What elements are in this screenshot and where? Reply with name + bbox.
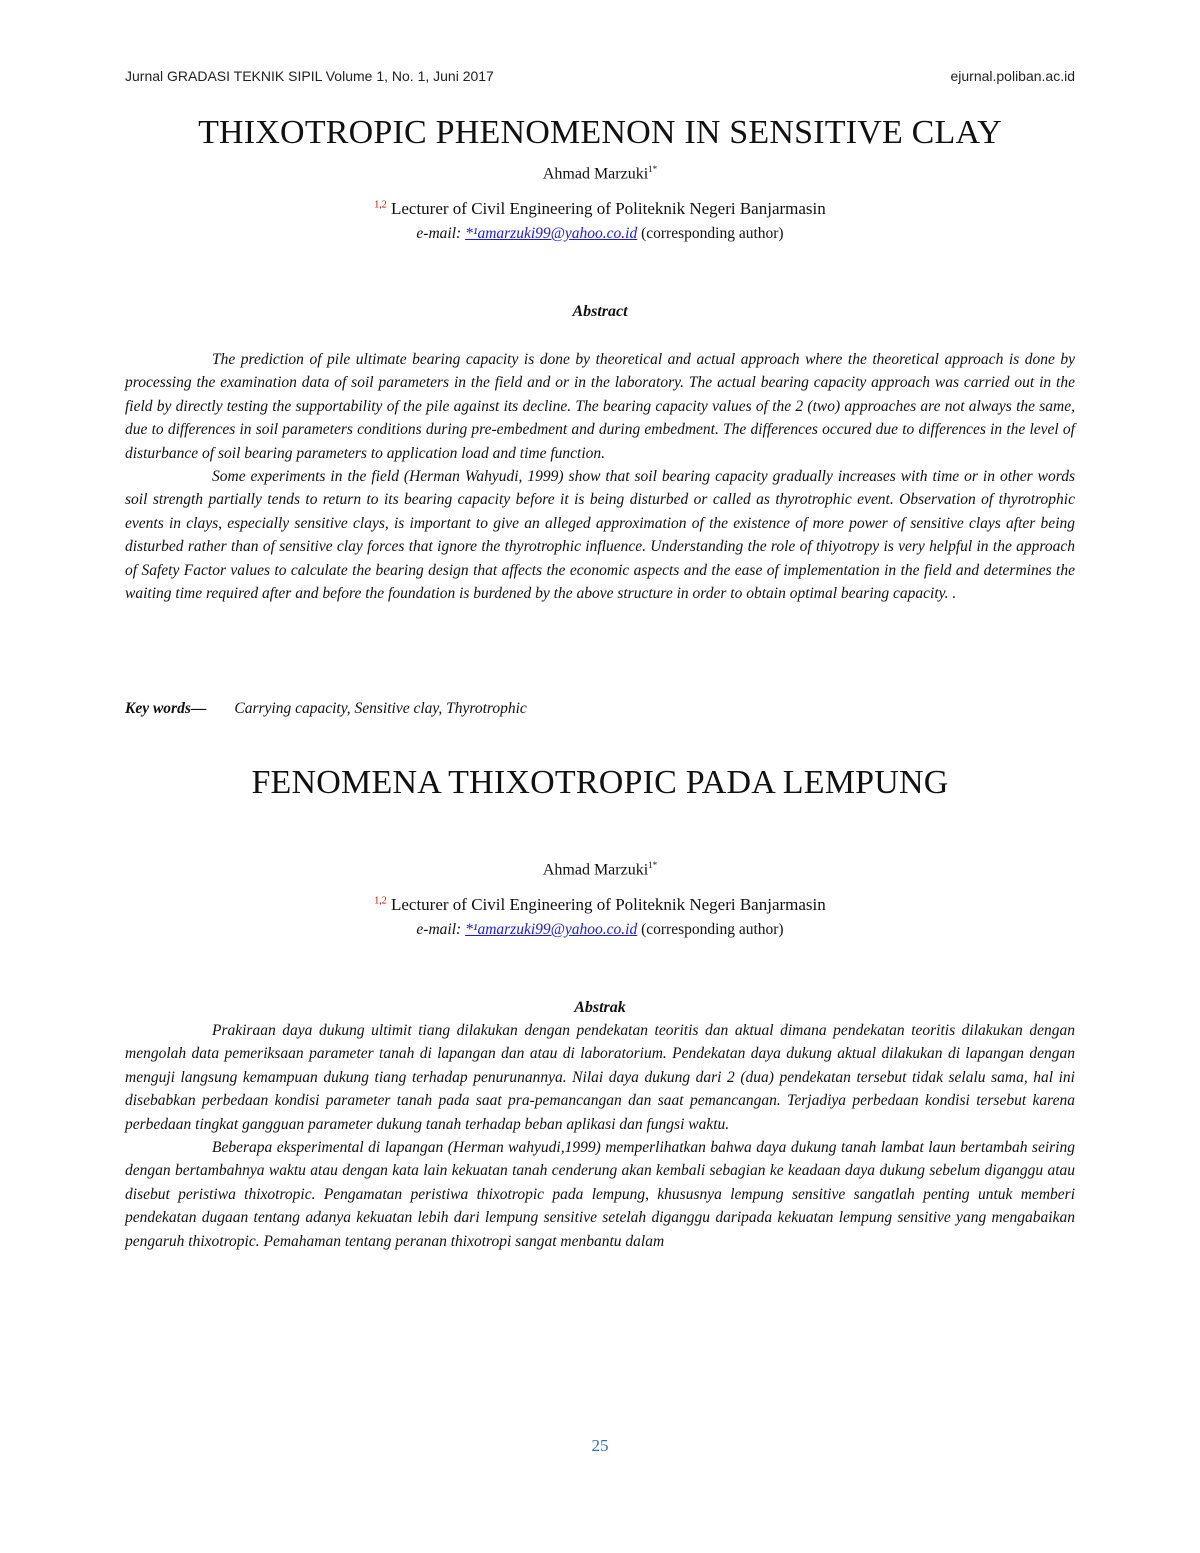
- author-english: [0, 164, 1200, 183]
- affiliation-text: Lecturer of Civil Engineering of Politeknik Negeri Banjarmasin: [390, 199, 826, 218]
- affiliation-indonesian: [0, 895, 1200, 915]
- journal-citation: Jurnal GRADASI TEKNIK SIPIL Volume 1, No. 1, Juni 2017: [125, 68, 494, 84]
- email-note: (corresponding author): [637, 921, 784, 938]
- email-label: e-mail:: [416, 225, 466, 242]
- abstract-indonesian: [125, 1019, 1075, 1253]
- author-indonesian: [0, 860, 1200, 879]
- abstract-english: [125, 348, 1075, 605]
- abstract-paragraph: The prediction of pile ultimate bearing capacity is done by theoretical and actual approach where the theoretical approach is done by processing the examination data of soil parameters in the field and or in the laboratory. The actual bearing capacity approach was carried out in the field by directly testing the supportability of the pile against its decline. The bearing capacity values of the 2 (two) approaches are not always the same, due to differences in soil parameters conditions during pre-embedment and during embedment. The differences occured due to differences in the level of disturbance of soil bearing parameters to application load and time function.: [125, 351, 1075, 462]
- keywords: [125, 700, 1075, 718]
- email-label: e-mail:: [416, 921, 466, 938]
- abstract-paragraph: Beberapa eksperimental di lapangan (Herman wahyudi,1999) memperlihatkan bahwa daya dukung tanah lambat laun bertambah seiring dengan bertambahnya waktu atau dengan kata lain kekuatan tanah cenderung akan kembali sebagian ke keadaan daya dukung sebelum diganggu atau disebut peristiwa thixotropic. Pengamatan peristiwa thixotropic pada lempung, khususnya lempung sensitive sangatlah penting untuk memberi pendekatan dugaan tentang adanya kekuatan lebih dari lempung sensitive setelah diganggu daripada kekuatan lempung sensitive yang mengabaikan pengaruh thixotropic. Pemahaman tentang peranan thixotropi sangat menbantu dalam: [125, 1139, 1075, 1250]
- author-superscript: 1*: [648, 164, 658, 174]
- paper-title-english: THIXOTROPIC PHENOMENON IN SENSITIVE CLAY: [198, 114, 1002, 151]
- journal-website: ejurnal.poliban.ac.id: [950, 68, 1075, 84]
- email-note: (corresponding author): [637, 225, 784, 242]
- running-header: [125, 68, 1075, 84]
- affiliation-english: [0, 199, 1200, 219]
- email-line-indonesian: [0, 921, 1200, 939]
- email-line-english: [0, 225, 1200, 243]
- abstract-paragraph: Prakiraan daya dukung ultimit tiang dilakukan dengan pendekatan teoritis dan aktual dimana pendekatan teoritis dilakukan dengan mengolah data pemeriksaan parameter tanah di lapangan dan atau di laboratorium. Pendekatan daya dukung aktual dilakukan di lapangan dengan menguji langsung kemampuan dukung tiang terhadap penurunannya. Nilai daya dukung dari 2 (dua) pendekatan tersebut tidak selalu sama, hal ini disebabkan perbedaan kondisi parameter tanah pada saat pra-pemancangan dan saat pemancangan. Terjadiya perbedaan kondisi tersebut karena perbedaan tingkat gangguan parameter dukung tanah terhadap beban aplikasi dan fungsi waktu.: [125, 1022, 1075, 1133]
- author-name: Ahmad Marzuki: [542, 165, 649, 183]
- affiliation-text: Lecturer of Civil Engineering of Politeknik Negeri Banjarmasin: [390, 895, 826, 914]
- author-name: Ahmad Marzuki: [542, 861, 649, 879]
- abstract-paragraph: Some experiments in the field (Herman Wahyudi, 1999) show that soil bearing capacity gradually increases with time or in other words soil strength partially tends to return to its bearing capacity before it is being disturbed or called as thyrotrophic event. Observation of thyrotrophic events in clays, especially sensitive clays, is important to give an alleged approximation of the existence of more power of sensitive clays after being disturbed rather than of sensitive clay forces that ignore the thyrotrophic influence. Understanding the role of thiyotropy is very helpful in the approach of Safety Factor values to calculate the bearing design that affects the economic aspects and the ease of implementation in the field and determines the waiting time required after and before the foundation is burdened by the above structure in order to obtain optimal bearing capacity. .: [125, 468, 1075, 603]
- keywords-label: Key words—: [125, 700, 207, 717]
- abstract-heading-indonesian: Abstrak: [574, 999, 626, 1016]
- author-superscript: 1*: [648, 860, 658, 870]
- affiliation-superscript: 1,2: [374, 895, 387, 907]
- paper-title-indonesian: FENOMENA THIXOTROPIC PADA LEMPUNG: [251, 764, 949, 801]
- abstract-heading-english: Abstract: [572, 303, 628, 320]
- keywords-list: Carrying capacity, Sensitive clay, Thyrotrophic: [234, 700, 527, 717]
- affiliation-superscript: 1,2: [374, 199, 387, 211]
- email-link[interactable]: *¹amarzuki99@yahoo.co.id: [465, 921, 638, 938]
- page-number: 25: [591, 1436, 609, 1455]
- email-link[interactable]: *¹amarzuki99@yahoo.co.id: [465, 225, 638, 242]
